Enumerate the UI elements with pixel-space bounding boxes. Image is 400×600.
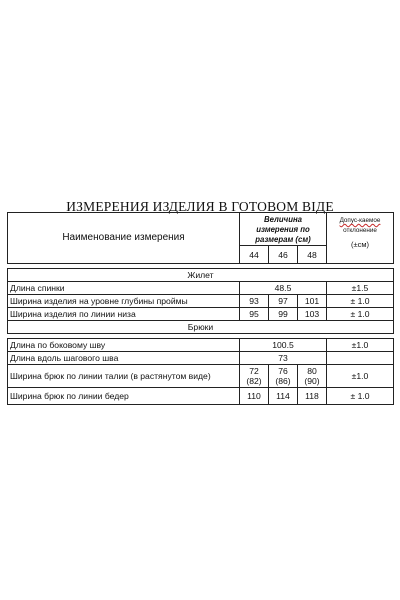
row-value: 97 [269,295,298,308]
row-value: 103 [298,308,327,321]
header-tolerance [327,213,394,264]
table-row [8,388,394,405]
value-main: 72 [249,366,259,376]
value-main: 80 [307,366,317,376]
value-stretched: (82) [246,376,262,386]
table-row [8,282,394,295]
header-sizes: Величина измерения по размерам (см) [240,213,327,246]
row-value: 118 [298,388,327,405]
table-row [8,339,394,352]
header-measurement-name: Наименование измерения [8,213,240,264]
header-tolerance-top: Допус-каемое [339,217,381,224]
value-stretched: (86) [275,376,291,386]
row-tolerance: ±1.0 [327,365,394,388]
table-row [8,308,394,321]
row-value [298,365,327,388]
size-44: 44 [240,246,269,264]
table-row [8,365,394,388]
row-label: Длина спинки [8,282,240,295]
row-label: Длина по боковому шву [8,339,240,352]
row-tolerance: ±1.0 [327,339,394,352]
row-tolerance [327,352,394,365]
row-value [240,365,269,388]
row-value [269,365,298,388]
section-vest: Жилет [8,269,394,282]
row-value: 99 [269,308,298,321]
row-value: 110 [240,388,269,405]
row-value: 114 [269,388,298,405]
row-label: Ширина брюк по линии талии (в растянутом виде) [8,365,240,388]
size-46: 46 [269,246,298,264]
table-row [8,352,394,365]
row-value-merged: 48.5 [240,282,327,295]
section-trousers: Брюки [8,321,394,334]
page-title: ИЗМЕРЕНИЯ ИЗДЕЛИЯ В ГОТОВОМ ВІДЕ [66,199,334,214]
row-tolerance: ± 1.0 [327,295,394,308]
measurements-table [7,212,394,405]
value-main: 76 [278,366,288,376]
row-label: Ширина изделия по линии низа [8,308,240,321]
row-label: Ширина брюк по линии бедер [8,388,240,405]
row-value: 95 [240,308,269,321]
row-tolerance: ± 1.0 [327,308,394,321]
row-label: Ширина изделия на уровне глубины проймы [8,295,240,308]
row-tolerance: ± 1.0 [327,388,394,405]
header-tolerance-unit: (±см) [350,240,370,249]
table-row [8,295,394,308]
row-value-merged: 73 [240,352,327,365]
size-48: 48 [298,246,327,264]
row-label: Длина вдоль шагового шва [8,352,240,365]
row-tolerance: ±1.5 [327,282,394,295]
row-value: 101 [298,295,327,308]
header-tolerance-bottom: отклонение [343,227,377,234]
row-value-merged: 100.5 [240,339,327,352]
row-value: 93 [240,295,269,308]
value-stretched: (90) [304,376,320,386]
